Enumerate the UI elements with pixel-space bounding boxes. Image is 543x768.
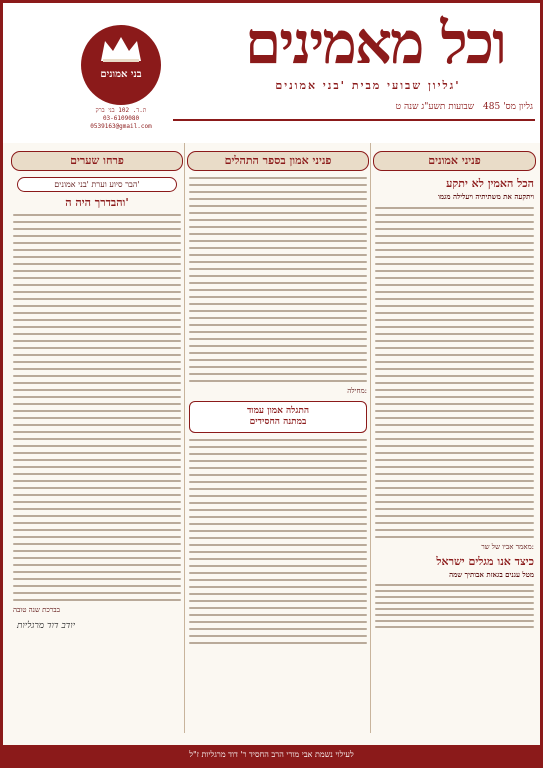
section-label: מאמר אביו של שר:: [481, 543, 534, 551]
article-heading: כיצד אנו מגלים ישראל: [436, 555, 534, 568]
issue-info: [173, 101, 533, 115]
logo-text: בני אמונים: [100, 69, 142, 80]
column-divider: [184, 143, 185, 733]
section-banner-middle: פניני אמון בספר התהלים: [187, 151, 369, 171]
section-banner-right: פניני אמונים: [373, 151, 536, 171]
closing-text: בברכת שנה טובה: [13, 606, 61, 614]
masthead: [3, 3, 540, 143]
article-quote: ויתקעה את משתיתיה ויעלילה מגמו: [438, 192, 534, 201]
article-body: [13, 214, 181, 601]
section-label: מחילה:: [347, 387, 367, 395]
contact-email: 0539163@gmail.com: [90, 123, 152, 130]
article-body: [375, 584, 534, 628]
article-body: [189, 439, 367, 644]
article-body: [189, 177, 367, 382]
logo: [81, 25, 161, 105]
article-heading: והבדרך היה ה': [65, 196, 129, 209]
featured-box: [189, 401, 367, 433]
footer-dedication: לעילוי נשמת אבי מורי הרב החסיד ר' דוד מרגליות ז"ל: [3, 745, 540, 765]
column-divider: [370, 143, 371, 733]
box-title: התגלה אמון עמוד: [246, 406, 310, 416]
signature: יודב דוד מרגליות: [17, 621, 76, 631]
article-body: [375, 207, 534, 538]
column-middle: [187, 143, 369, 733]
contact-phone: 03-6109080: [102, 115, 140, 122]
section-banner-left: פרחו שערים: [11, 151, 183, 171]
contact-address: ת.ד. 102 בני ברק: [95, 107, 147, 114]
article-quote: מטל עגנים בגאזת אבותיך שמה: [449, 570, 534, 579]
page-title: וכל מאמינים: [245, 9, 505, 77]
issue-number: גליון מס' 485: [483, 102, 533, 112]
page-subtitle: גליון שבועי מבית 'בני אמונים': [275, 79, 461, 92]
crown-icon: [99, 35, 143, 63]
column-left: [11, 143, 183, 733]
issue-date: שבועות תשע"ג שנה ט: [395, 102, 475, 112]
column-right: [373, 143, 536, 733]
header-rule: [173, 119, 535, 121]
article-heading: הכל האמין לא יתקע: [446, 177, 534, 190]
contact-info: [81, 107, 161, 131]
byline: הבר סיוע וערת 'בני אמונים': [17, 177, 177, 192]
box-subtitle: במתנה החסידים: [249, 417, 307, 427]
